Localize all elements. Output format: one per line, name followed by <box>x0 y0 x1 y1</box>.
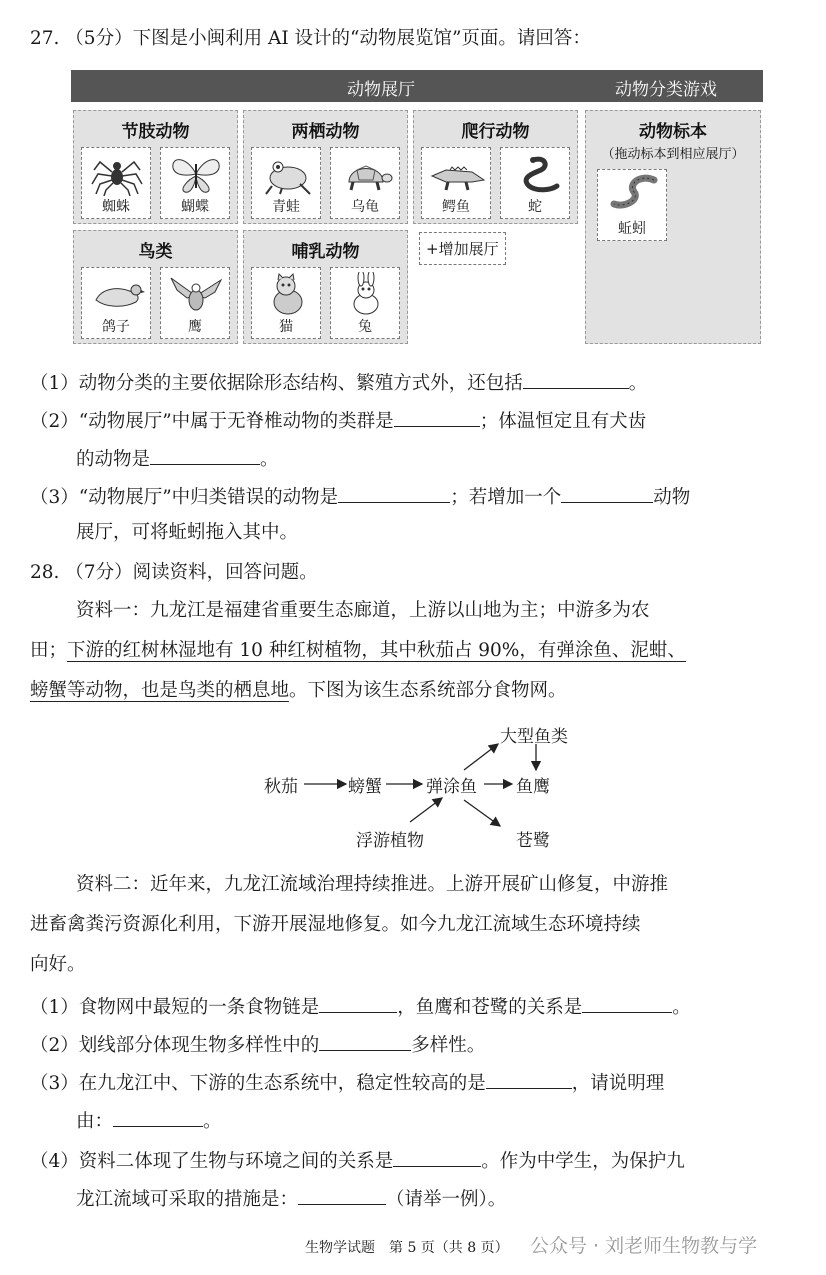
q27-sub1 <box>30 368 647 397</box>
q27-sub2-text-c: 的动物是 <box>76 449 151 470</box>
card-spider <box>81 147 151 219</box>
card-earthworm[interactable] <box>597 169 667 241</box>
q28-sub3-text-b: ，请说明理 <box>571 1073 665 1094</box>
answer-blank[interactable] <box>394 406 480 427</box>
figure-header-bar <box>71 70 763 102</box>
add-hall-button[interactable]: +增加展厅 <box>419 232 506 265</box>
card-turtle <box>330 147 400 219</box>
answer-blank[interactable] <box>393 1146 481 1167</box>
card-eagle <box>160 267 230 339</box>
node-crab: 螃蟹 <box>348 777 382 797</box>
bar-label-animal-hall: 动物展厅 <box>347 80 415 100</box>
animal-label: 蛇 <box>528 199 542 215</box>
butterfly-icon <box>167 152 225 196</box>
q28-sub4-end: （请举一例）。 <box>386 1189 507 1210</box>
animal-label: 乌龟 <box>351 199 379 215</box>
animal-label: 鸽子 <box>102 319 130 335</box>
q28-sub2-text: （2）划线部分体现生物多样性中的 <box>30 1035 320 1056</box>
panel-mammals <box>243 230 408 344</box>
q27-sub3 <box>30 482 690 511</box>
q28-sub2-text-b: 多样性。 <box>411 1035 486 1056</box>
answer-blank[interactable] <box>113 1106 203 1127</box>
material1-line2 <box>30 638 686 664</box>
material1-line1: 资料一：九龙江是福建省重要生态廊道，上游以山地为主；中游多为农 <box>76 600 650 621</box>
panel-subtitle: （拖动标本到相应展厅） <box>601 147 745 162</box>
q28-sub1-end: 。 <box>672 997 691 1018</box>
answer-blank[interactable] <box>338 482 450 503</box>
rabbit-icon <box>337 272 395 316</box>
q28-sub3-text-c: 由： <box>76 1111 114 1132</box>
material2-line3: 向好。 <box>30 954 86 975</box>
node-phytoplankton: 浮游植物 <box>356 831 424 851</box>
q27-sub3-text-b: ；若增加一个 <box>450 487 562 508</box>
q27-sub2 <box>30 406 646 435</box>
q27-sub2-cont <box>76 444 279 473</box>
animal-label: 蝴蝶 <box>181 199 209 215</box>
material1-text: 田； <box>30 640 68 661</box>
animal-museum-figure <box>71 70 763 352</box>
q27-stem: 27. （5分）下图是小闽利用 AI 设计的“动物展览馆”页面。请回答： <box>30 28 591 49</box>
answer-blank[interactable] <box>486 1068 572 1089</box>
q27-sub2-text: （2）“动物展厅”中属于无脊椎动物的类群是 <box>30 411 394 432</box>
q27-sub3-cont: 展厅，可将蚯蚓拖入其中。 <box>76 522 299 543</box>
q27-sub1-end: 。 <box>628 373 648 394</box>
q28-sub4-text: （4）资料二体现了生物与环境之间的关系是 <box>30 1151 394 1172</box>
material1-text: 。下图为该生态系统部分食物网。 <box>289 680 567 701</box>
q28-sub4-cont <box>76 1184 506 1213</box>
card-crocodile <box>421 147 491 219</box>
panel-title: 哺乳动物 <box>291 242 360 262</box>
animal-label: 蜘蛛 <box>102 199 130 215</box>
node-qiuqie: 秋茄 <box>264 777 298 797</box>
card-butterfly <box>160 147 230 219</box>
q28-sub3-cont <box>76 1106 222 1135</box>
q28-sub3-end: 。 <box>203 1111 222 1132</box>
page-footer: 生物学试题 第 5 页（共 8 页） <box>305 1240 509 1256</box>
q28-sub4-text-b: 。作为中学生，为保护九 <box>481 1151 685 1172</box>
animal-label: 青蛙 <box>272 199 300 215</box>
panel-title: 两栖动物 <box>291 122 360 142</box>
panel-amphibians <box>243 110 408 224</box>
crocodile-icon <box>428 152 486 196</box>
answer-blank[interactable] <box>523 368 629 389</box>
underlined-text: 下游的红树林湿地有 10 种红树植物，其中秋茄占 90%，有弹涂鱼、泥蚶、 <box>67 640 686 661</box>
answer-blank[interactable] <box>298 1184 386 1205</box>
card-snake <box>500 147 570 219</box>
panel-reptiles <box>413 110 578 224</box>
q28-sub2 <box>30 1030 485 1059</box>
node-heron: 苍鹭 <box>516 831 550 851</box>
q27-sub3-text: （3）“动物展厅”中归类错误的动物是 <box>30 487 339 508</box>
animal-label: 鹰 <box>188 319 202 335</box>
spider-icon <box>88 152 146 196</box>
q27-sub1-text: （1）动物分类的主要依据除形态结构、繁殖方式外，还包括 <box>30 373 523 394</box>
answer-blank[interactable] <box>319 1030 411 1051</box>
frog-icon <box>258 152 316 196</box>
node-large-fish: 大型鱼类 <box>500 727 568 747</box>
answer-blank[interactable] <box>582 992 672 1013</box>
animal-label: 蚯蚓 <box>618 221 646 237</box>
node-osprey: 鱼鹰 <box>516 777 550 797</box>
material2-line2: 进畜禽粪污资源化利用，下游开展湿地修复。如今九龙江流域生态环境持续 <box>30 914 641 935</box>
q27-sub2-text-b: ；体温恒定且有犬齿 <box>479 411 647 432</box>
bar-label-classification-game: 动物分类游戏 <box>615 80 717 100</box>
card-cat <box>251 267 321 339</box>
animal-label: 鳄鱼 <box>442 199 470 215</box>
node-mudskipper: 弹涂鱼 <box>426 777 477 797</box>
card-rabbit <box>330 267 400 339</box>
pigeon-icon <box>88 272 146 316</box>
q28-sub1-text: （1）食物网中最短的一条食物链是 <box>30 997 320 1018</box>
turtle-icon <box>337 152 395 196</box>
panel-title: 爬行动物 <box>461 122 530 142</box>
q28-sub3 <box>30 1068 664 1097</box>
answer-blank[interactable] <box>319 992 397 1013</box>
material1-line3 <box>30 678 567 704</box>
card-frog <box>251 147 321 219</box>
q27-sub2-end: 。 <box>260 449 279 470</box>
animal-label: 猫 <box>279 319 293 335</box>
q28-sub4-text-c: 龙江流域可采取的措施是： <box>76 1189 299 1210</box>
q28-stem: 28. （7分）阅读资料，回答问题。 <box>30 562 318 583</box>
underlined-text: 螃蟹等动物，也是鸟类的栖息地 <box>30 680 290 701</box>
food-web-diagram <box>260 718 590 858</box>
q28-sub1 <box>30 992 691 1021</box>
cat-icon <box>258 272 316 316</box>
material2-line1: 资料二：近年来，九龙江流域治理持续推进。上游开展矿山修复，中游推 <box>76 874 669 895</box>
panel-title: 鸟类 <box>138 242 173 262</box>
panel-arthropods <box>73 110 238 224</box>
panel-specimen <box>585 110 761 344</box>
animal-label: 兔 <box>358 319 372 335</box>
card-pigeon <box>81 267 151 339</box>
panel-birds <box>73 230 238 344</box>
earthworm-icon <box>604 174 662 218</box>
q28-sub1-text-b: ，鱼鹰和苍鹭的关系是 <box>397 997 583 1018</box>
panel-title: 节肢动物 <box>121 122 190 142</box>
answer-blank[interactable] <box>150 444 260 465</box>
q28-sub3-text: （3）在九龙江中、下游的生态系统中，稳定性较高的是 <box>30 1073 486 1094</box>
watermark: 公众号 · 刘老师生物教与学 <box>530 1235 758 1257</box>
panel-title: 动物标本 <box>639 122 707 142</box>
answer-blank[interactable] <box>561 482 653 503</box>
eagle-icon <box>167 272 225 316</box>
q27-sub3-text-c: 动物 <box>653 487 691 508</box>
snake-icon <box>507 152 565 196</box>
q28-sub4 <box>30 1146 685 1175</box>
